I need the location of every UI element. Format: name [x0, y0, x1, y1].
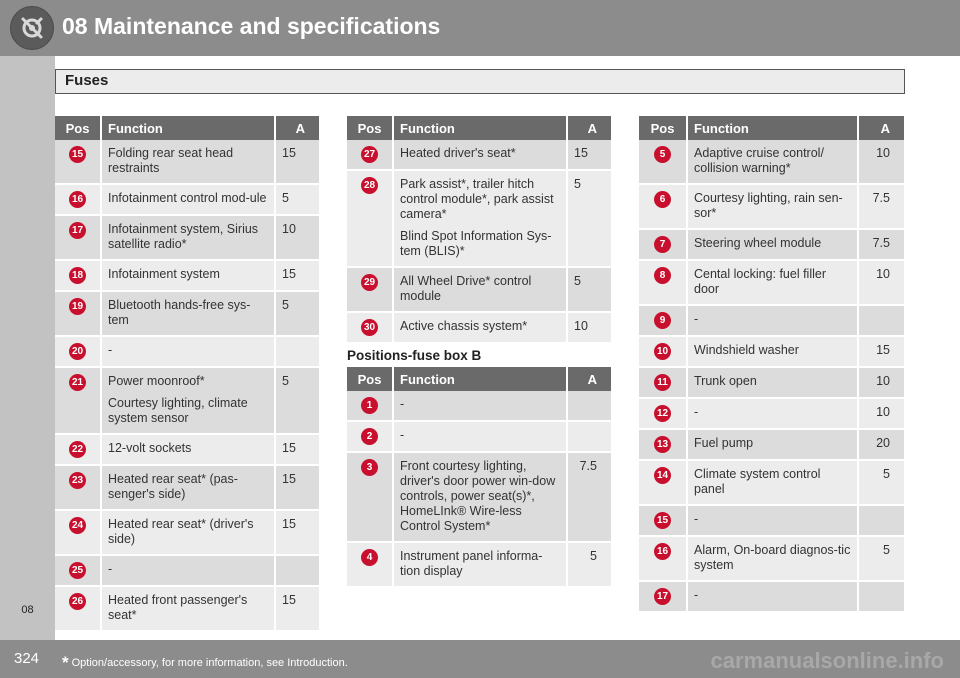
- function-cell: [101, 215, 275, 260]
- position-badge: 7: [654, 236, 671, 253]
- pos-cell: [55, 510, 101, 555]
- function-text: -: [108, 562, 113, 576]
- function-text: Infotainment system, Sirius satellite radio*: [108, 222, 259, 251]
- amp-cell: 5: [567, 267, 611, 312]
- position-badge: 15: [654, 512, 671, 529]
- amp-cell: [275, 555, 319, 586]
- function-text: Infotainment control mod-ule: [108, 191, 267, 205]
- function-cell: [393, 267, 567, 312]
- function-text: Park assist*, trailer hitch control module*, park assist camera*: [400, 177, 554, 221]
- amp-cell: 15: [275, 260, 319, 291]
- table-row: [347, 452, 611, 542]
- pos-cell: [55, 291, 101, 336]
- position-badge: 14: [654, 467, 671, 484]
- chapter-strip: [0, 56, 55, 640]
- function-cell: [687, 460, 858, 505]
- function-text: Climate system control panel: [694, 467, 821, 496]
- function-text: Heated rear seat* (pas-senger's side): [108, 472, 238, 501]
- pos-cell: [639, 305, 687, 336]
- function-text: All Wheel Drive* control module: [400, 274, 532, 303]
- position-badge: 5: [654, 146, 671, 163]
- amp-cell: 10: [858, 367, 904, 398]
- pos-cell: [347, 421, 393, 452]
- position-badge: 15: [69, 146, 86, 163]
- function-text: -: [400, 428, 405, 442]
- table-row: [55, 215, 319, 260]
- table-row: [347, 312, 611, 343]
- amp-cell: 15: [567, 140, 611, 170]
- pos-cell: [639, 505, 687, 536]
- table-row: [55, 510, 319, 555]
- function-header: Function: [101, 116, 275, 140]
- function-cell: [101, 434, 275, 465]
- function-text: Alarm, On-board diagnos-tic system: [694, 543, 851, 572]
- function-cell: [687, 140, 858, 184]
- function-text: Courtesy lighting, rain sen-sor*: [694, 191, 843, 220]
- pos-cell: [55, 260, 101, 291]
- table-row: [639, 398, 904, 429]
- page-number: 324: [14, 650, 40, 667]
- function-text: Courtesy lighting, climate system sensor: [108, 396, 248, 425]
- function-cell: [101, 140, 275, 184]
- table-row: [55, 367, 319, 434]
- pos-cell: [639, 581, 687, 612]
- fuse-table: [639, 116, 904, 613]
- function-text: Infotainment system: [108, 267, 220, 281]
- amp-cell: [567, 421, 611, 452]
- position-badge: 16: [69, 191, 86, 208]
- function-text: -: [400, 397, 405, 411]
- pos-cell: [639, 429, 687, 460]
- amp-cell: [858, 305, 904, 336]
- pos-cell: [55, 215, 101, 260]
- position-badge: 17: [69, 222, 86, 239]
- function-cell: [101, 510, 275, 555]
- table-row: [639, 305, 904, 336]
- amp-cell: 5: [858, 536, 904, 581]
- function-header: Function: [687, 116, 858, 140]
- function-text: Heated rear seat* (driver's side): [108, 517, 254, 546]
- amp-cell: 10: [858, 398, 904, 429]
- section-title: Fuses: [65, 72, 109, 89]
- chapter-tab: 08: [21, 604, 34, 616]
- table-row: [55, 586, 319, 631]
- table-row: [55, 465, 319, 510]
- function-text: Bluetooth hands-free sys-tem: [108, 298, 251, 327]
- function-cell: [101, 555, 275, 586]
- table-row: [639, 581, 904, 612]
- pos-header: Pos: [55, 116, 101, 140]
- pos-cell: [55, 336, 101, 367]
- position-badge: 3: [361, 459, 378, 476]
- function-cell: [687, 184, 858, 229]
- pos-cell: [55, 465, 101, 510]
- amp-header: A: [567, 116, 611, 140]
- function-text: Power moonroof*: [108, 374, 205, 388]
- table-row: [55, 291, 319, 336]
- pos-cell: [639, 398, 687, 429]
- fuse-table: [347, 116, 611, 344]
- page-header: [0, 0, 960, 56]
- function-cell: [687, 398, 858, 429]
- position-badge: 26: [69, 593, 86, 610]
- function-text: Heated front passenger's seat*: [108, 593, 248, 622]
- pos-header: Pos: [639, 116, 687, 140]
- amp-cell: 15: [275, 434, 319, 465]
- amp-cell: 5: [275, 291, 319, 336]
- table-row: [347, 267, 611, 312]
- function-cell: [687, 429, 858, 460]
- pos-cell: [639, 536, 687, 581]
- pos-cell: [639, 140, 687, 184]
- amp-cell: [858, 581, 904, 612]
- function-cell: [687, 581, 858, 612]
- table-row: [639, 460, 904, 505]
- table-row: [347, 391, 611, 421]
- amp-cell: 15: [275, 140, 319, 184]
- function-text: -: [694, 312, 699, 326]
- wrench-gear-icon: [10, 6, 54, 50]
- table-row: [639, 184, 904, 229]
- function-text: -: [694, 588, 699, 602]
- section-bar: [55, 69, 905, 94]
- function-text: Active chassis system*: [400, 319, 528, 333]
- table-row: [639, 536, 904, 581]
- function-text: Blind Spot Information Sys-tem (BLIS)*: [400, 229, 552, 258]
- position-badge: 2: [361, 428, 378, 445]
- pos-cell: [639, 460, 687, 505]
- function-cell: [101, 465, 275, 510]
- fuse-box-b-heading: Positions-fuse box B: [347, 348, 482, 363]
- table-row: [55, 555, 319, 586]
- table-row: [639, 336, 904, 367]
- amp-cell: 5: [275, 367, 319, 434]
- function-cell: [101, 367, 275, 434]
- pos-header: Pos: [347, 367, 393, 391]
- table-row: [55, 140, 319, 184]
- amp-cell: 10: [858, 260, 904, 305]
- function-cell: [687, 229, 858, 260]
- function-text: Folding rear seat head restraints: [108, 146, 234, 175]
- function-cell: [101, 184, 275, 215]
- function-cell: [687, 367, 858, 398]
- function-cell: [101, 336, 275, 367]
- table-row: [639, 367, 904, 398]
- amp-cell: 5: [858, 460, 904, 505]
- pos-cell: [639, 184, 687, 229]
- amp-cell: [567, 391, 611, 421]
- position-badge: 23: [69, 472, 86, 489]
- position-badge: 10: [654, 343, 671, 360]
- function-text: Trunk open: [694, 374, 757, 388]
- pos-cell: [55, 434, 101, 465]
- position-badge: 8: [654, 267, 671, 284]
- position-badge: 1: [361, 397, 378, 414]
- function-cell: [687, 536, 858, 581]
- amp-cell: 10: [275, 215, 319, 260]
- amp-cell: 15: [275, 586, 319, 631]
- function-text: Heated driver's seat*: [400, 146, 516, 160]
- pos-cell: [347, 542, 393, 587]
- function-text: Steering wheel module: [694, 236, 822, 250]
- pos-cell: [639, 229, 687, 260]
- position-badge: 24: [69, 517, 86, 534]
- function-cell: [393, 452, 567, 542]
- table-row: [55, 434, 319, 465]
- pos-header: Pos: [347, 116, 393, 140]
- function-text: Windshield washer: [694, 343, 799, 357]
- pos-cell: [639, 336, 687, 367]
- position-badge: 29: [361, 274, 378, 291]
- function-cell: [101, 291, 275, 336]
- amp-cell: 10: [858, 140, 904, 184]
- function-text: -: [108, 343, 113, 357]
- function-header: Function: [393, 367, 567, 391]
- function-cell: [101, 586, 275, 631]
- position-badge: 16: [654, 543, 671, 560]
- pos-cell: [55, 184, 101, 215]
- position-badge: 11: [654, 374, 671, 391]
- table-row: [639, 505, 904, 536]
- position-badge: 19: [69, 298, 86, 315]
- table-row: [639, 429, 904, 460]
- position-badge: 30: [361, 319, 378, 336]
- footnote-text: Option/accessory, for more information, see Introduction.: [71, 657, 348, 669]
- pos-cell: [55, 555, 101, 586]
- amp-cell: [858, 505, 904, 536]
- table-row: [639, 229, 904, 260]
- amp-cell: 7.5: [567, 452, 611, 542]
- amp-cell: 5: [567, 542, 611, 587]
- amp-cell: 10: [567, 312, 611, 343]
- table-row: [347, 170, 611, 267]
- amp-cell: 15: [275, 510, 319, 555]
- function-text: Instrument panel informa-tion display: [400, 549, 543, 578]
- function-text: Front courtesy lighting, driver's door power win-dow controls, power seat(s)*, HomeLInk® Wire-less Control System*: [400, 459, 556, 533]
- amp-cell: 7.5: [858, 184, 904, 229]
- fuse-table: [347, 367, 611, 588]
- position-badge: 27: [361, 146, 378, 163]
- amp-cell: 15: [858, 336, 904, 367]
- pos-cell: [55, 367, 101, 434]
- function-header: Function: [393, 116, 567, 140]
- function-text: -: [694, 405, 699, 419]
- function-cell: [393, 391, 567, 421]
- amp-cell: 5: [275, 184, 319, 215]
- table-row: [55, 260, 319, 291]
- position-badge: 12: [654, 405, 671, 422]
- pos-cell: [347, 267, 393, 312]
- fuse-table: [55, 116, 319, 632]
- footnote: [62, 653, 348, 673]
- pos-cell: [639, 260, 687, 305]
- pos-cell: [55, 586, 101, 631]
- function-cell: [687, 336, 858, 367]
- function-cell: [393, 140, 567, 170]
- table-row: [55, 336, 319, 367]
- table-row: [347, 542, 611, 587]
- function-cell: [393, 312, 567, 343]
- position-badge: 22: [69, 441, 86, 458]
- function-cell: [687, 260, 858, 305]
- amp-cell: 20: [858, 429, 904, 460]
- position-badge: 9: [654, 312, 671, 329]
- function-text: Adaptive cruise control/ collision warning*: [694, 146, 824, 175]
- position-badge: 6: [654, 191, 671, 208]
- position-badge: 20: [69, 343, 86, 360]
- function-text: 12-volt sockets: [108, 441, 192, 455]
- page-footer: [0, 640, 960, 678]
- function-text: Cental locking: fuel filler door: [694, 267, 827, 296]
- position-badge: 13: [654, 436, 671, 453]
- function-text: -: [694, 512, 699, 526]
- page-title: 08 Maintenance and specifications: [62, 13, 441, 39]
- table-row: [639, 140, 904, 184]
- position-badge: 21: [69, 374, 86, 391]
- watermark: carmanualsonline.info: [710, 648, 944, 673]
- function-cell: [687, 305, 858, 336]
- table-row: [639, 260, 904, 305]
- amp-header: A: [275, 116, 319, 140]
- function-cell: [393, 170, 567, 267]
- pos-cell: [347, 452, 393, 542]
- table-row: [347, 140, 611, 170]
- pos-cell: [347, 170, 393, 267]
- function-cell: [393, 542, 567, 587]
- pos-cell: [55, 140, 101, 184]
- function-cell: [687, 505, 858, 536]
- amp-cell: 7.5: [858, 229, 904, 260]
- position-badge: 17: [654, 588, 671, 605]
- amp-header: A: [567, 367, 611, 391]
- footnote-star: *: [62, 653, 69, 672]
- pos-cell: [347, 312, 393, 343]
- position-badge: 4: [361, 549, 378, 566]
- position-badge: 28: [361, 177, 378, 194]
- table-row: [347, 421, 611, 452]
- position-badge: 25: [69, 562, 86, 579]
- amp-cell: [275, 336, 319, 367]
- amp-header: A: [858, 116, 904, 140]
- position-badge: 18: [69, 267, 86, 284]
- table-row: [55, 184, 319, 215]
- function-cell: [101, 260, 275, 291]
- pos-cell: [347, 140, 393, 170]
- pos-cell: [347, 391, 393, 421]
- function-text: Fuel pump: [694, 436, 754, 450]
- function-cell: [393, 421, 567, 452]
- amp-cell: 5: [567, 170, 611, 267]
- pos-cell: [639, 367, 687, 398]
- amp-cell: 15: [275, 465, 319, 510]
